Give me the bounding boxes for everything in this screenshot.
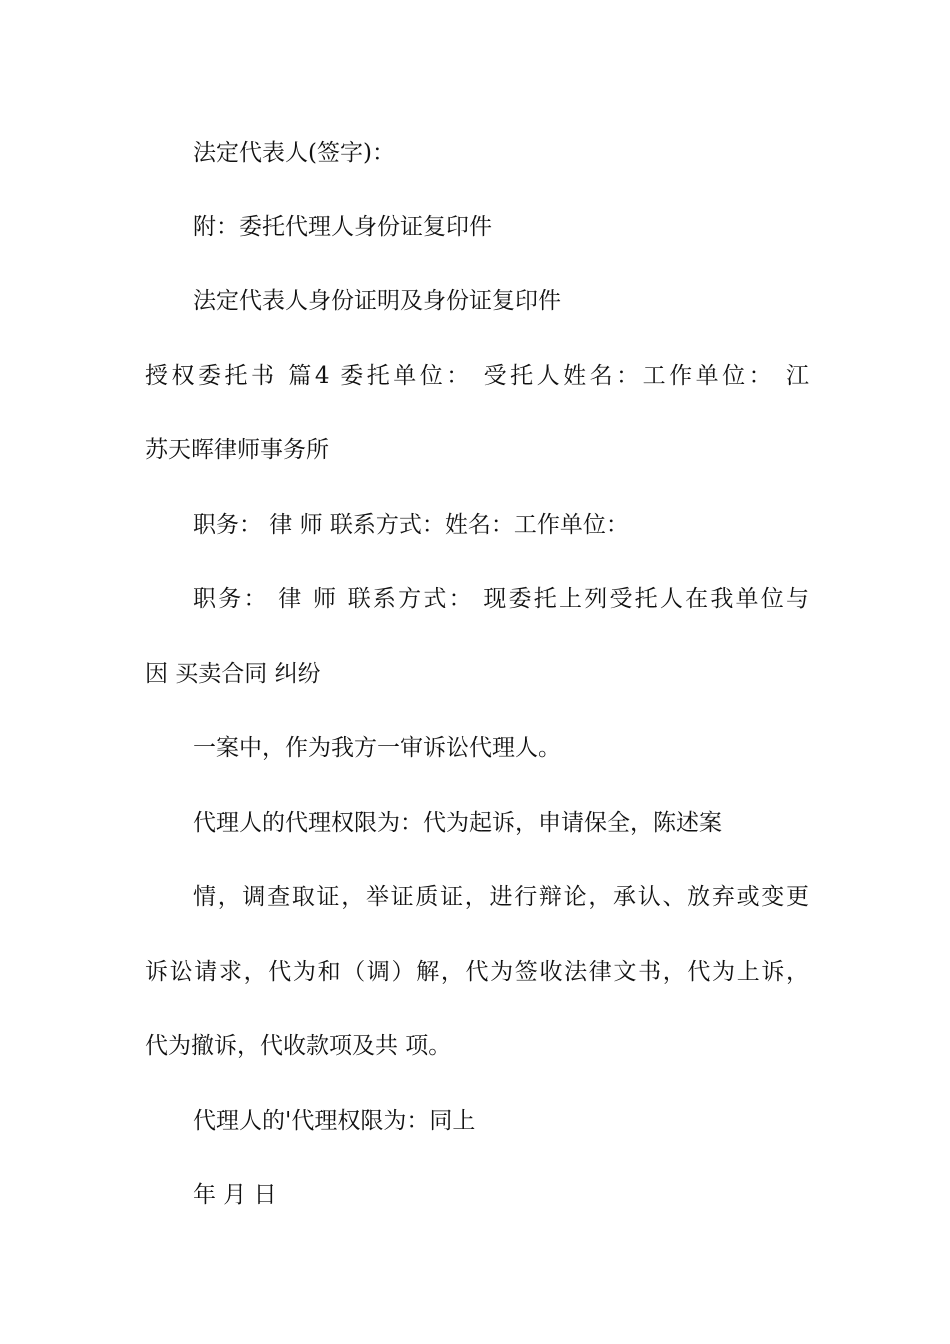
authority-scope-line: 诉讼请求，代为和（调）解，代为签收法律文书，代为上诉， bbox=[145, 959, 809, 985]
attachment-line: 附：委托代理人身份证复印件 bbox=[193, 214, 492, 240]
legal-representative-signature-line: 法定代表人(签字)： bbox=[193, 140, 395, 166]
authority-scope-line-2: 代理人的'代理权限为：同上 bbox=[193, 1108, 476, 1134]
authority-scope-line: 情，调查取证，举证质证，进行辩论，承认、放弃或变更 bbox=[193, 884, 809, 910]
position-contact-line: 职务： 律 师 联系方式：姓名：工作单位： bbox=[193, 512, 629, 538]
section-heading-line: 授权委托书 篇4 委托单位： 受托人姓名：工作单位： 江 bbox=[145, 363, 809, 389]
date-line: 年 月 日 bbox=[193, 1182, 277, 1208]
authority-scope-line: 代理人的代理权限为：代为起诉，申请保全，陈述案 bbox=[193, 810, 722, 836]
authority-scope-line: 代为撤诉，代收款项及共 项。 bbox=[145, 1033, 452, 1059]
body-line: 苏天晖律师事务所 bbox=[145, 437, 329, 463]
position-contact-line-2: 职务： 律 师 联系方式： 现委托上列受托人在我单位与 bbox=[193, 586, 809, 612]
attachment-detail-line: 法定代表人身份证明及身份证复印件 bbox=[193, 288, 561, 314]
body-line: 一案中，作为我方一审诉讼代理人。 bbox=[193, 735, 561, 761]
body-line: 因 买卖合同 纠纷 bbox=[145, 661, 321, 687]
